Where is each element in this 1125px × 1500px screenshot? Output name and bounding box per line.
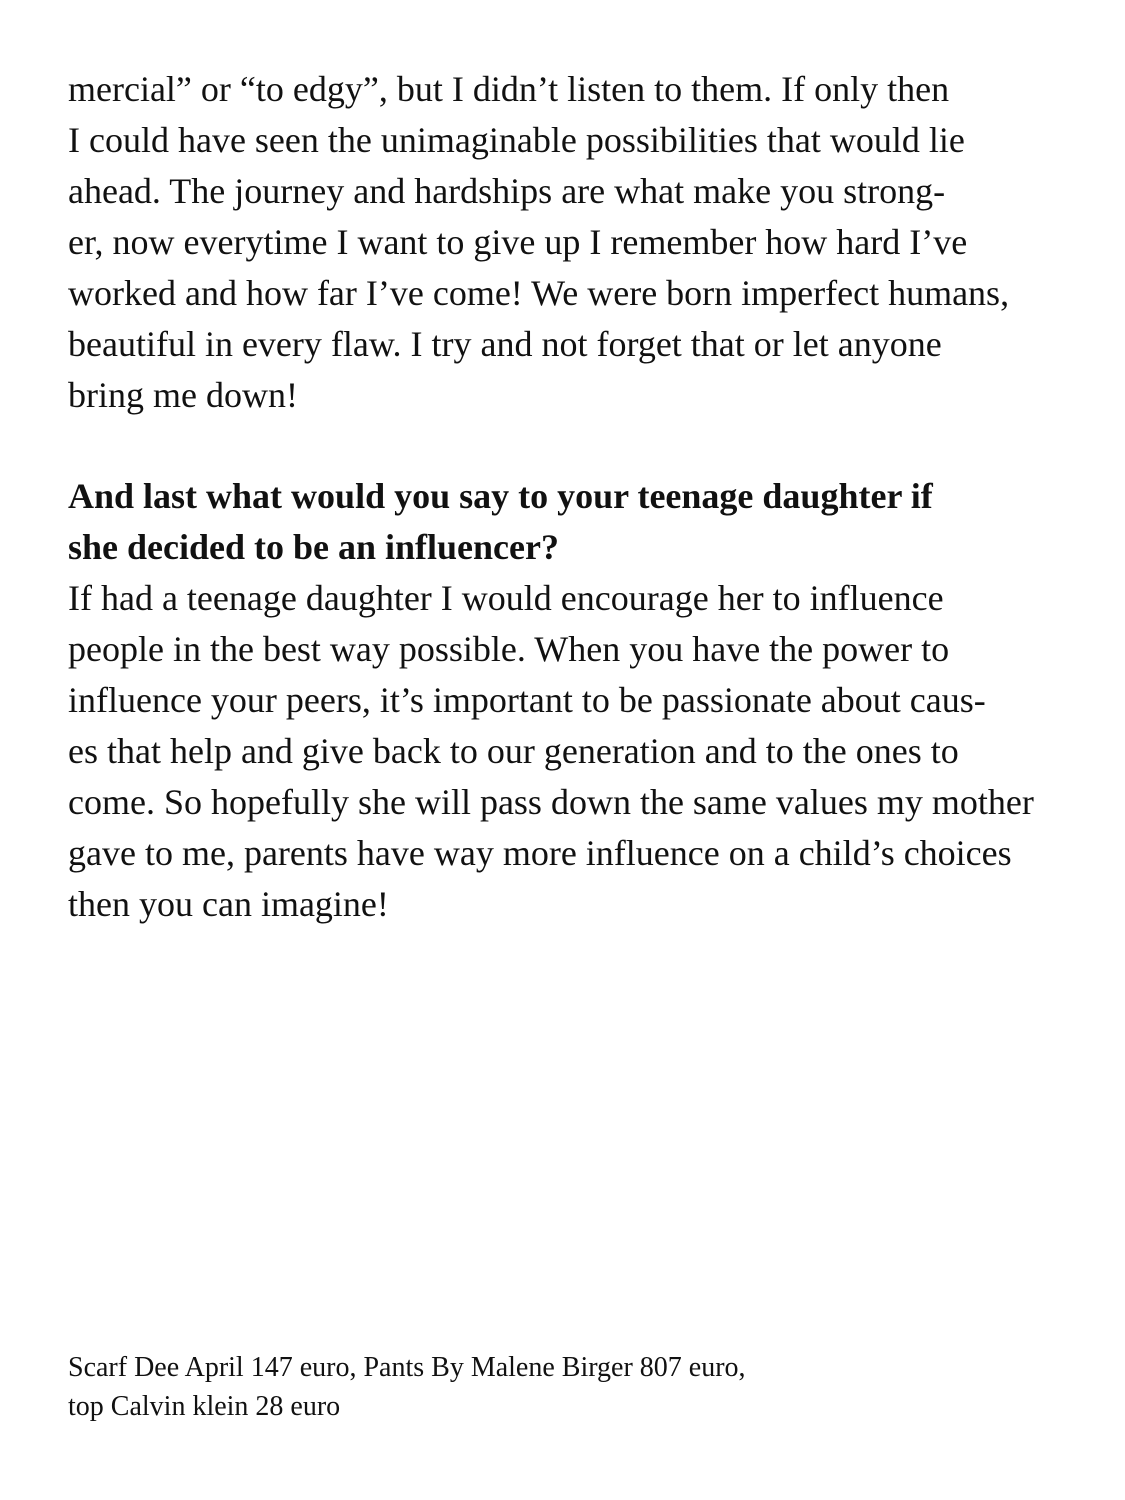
paragraph-line: worked and how far I’ve come! We were born imperfect humans,: [68, 273, 1010, 313]
caption-line: Scarf Dee April 147 euro, Pants By Malene Birger 807 euro,: [68, 1352, 746, 1383]
answer-line: then you can imagine!: [68, 884, 389, 924]
answer-line: come. So hopefully she will pass down the same values my mother: [68, 782, 1034, 822]
answer-line: es that help and give back to our generation and to the ones to: [68, 731, 959, 771]
paragraph-line: beautiful in every flaw. I try and not forget that or let anyone: [68, 324, 942, 364]
paragraph-line: ahead. The journey and hardships are what make you strong-: [68, 171, 946, 211]
answer-line: gave to me, parents have way more influence on a child’s choices: [68, 833, 1012, 873]
outfit-credits-caption: [68, 1348, 1068, 1426]
question-line: And last what would you say to your teenage daughter if: [68, 476, 933, 516]
question-answer-section: [68, 471, 1068, 930]
interview-question: [68, 471, 1068, 573]
paragraph-line: er, now everytime I want to give up I remember how hard I’ve: [68, 222, 968, 262]
interview-answer: [68, 573, 1068, 930]
question-line: she decided to be an influencer?: [68, 527, 559, 567]
paragraph-line: mercial” or “to edgy”, but I didn’t listen to them. If only then: [68, 69, 950, 109]
body-paragraph: [68, 64, 1068, 421]
answer-line: influence your peers, it’s important to be passionate about caus-: [68, 680, 986, 720]
answer-line: If had a teenage daughter I would encourage her to influence: [68, 578, 944, 618]
paragraph-line: bring me down!: [68, 375, 298, 415]
caption-line: top Calvin klein 28 euro: [68, 1391, 341, 1422]
paragraph-line: I could have seen the unimaginable possibilities that would lie: [68, 120, 965, 160]
answer-line: people in the best way possible. When you have the power to: [68, 629, 950, 669]
